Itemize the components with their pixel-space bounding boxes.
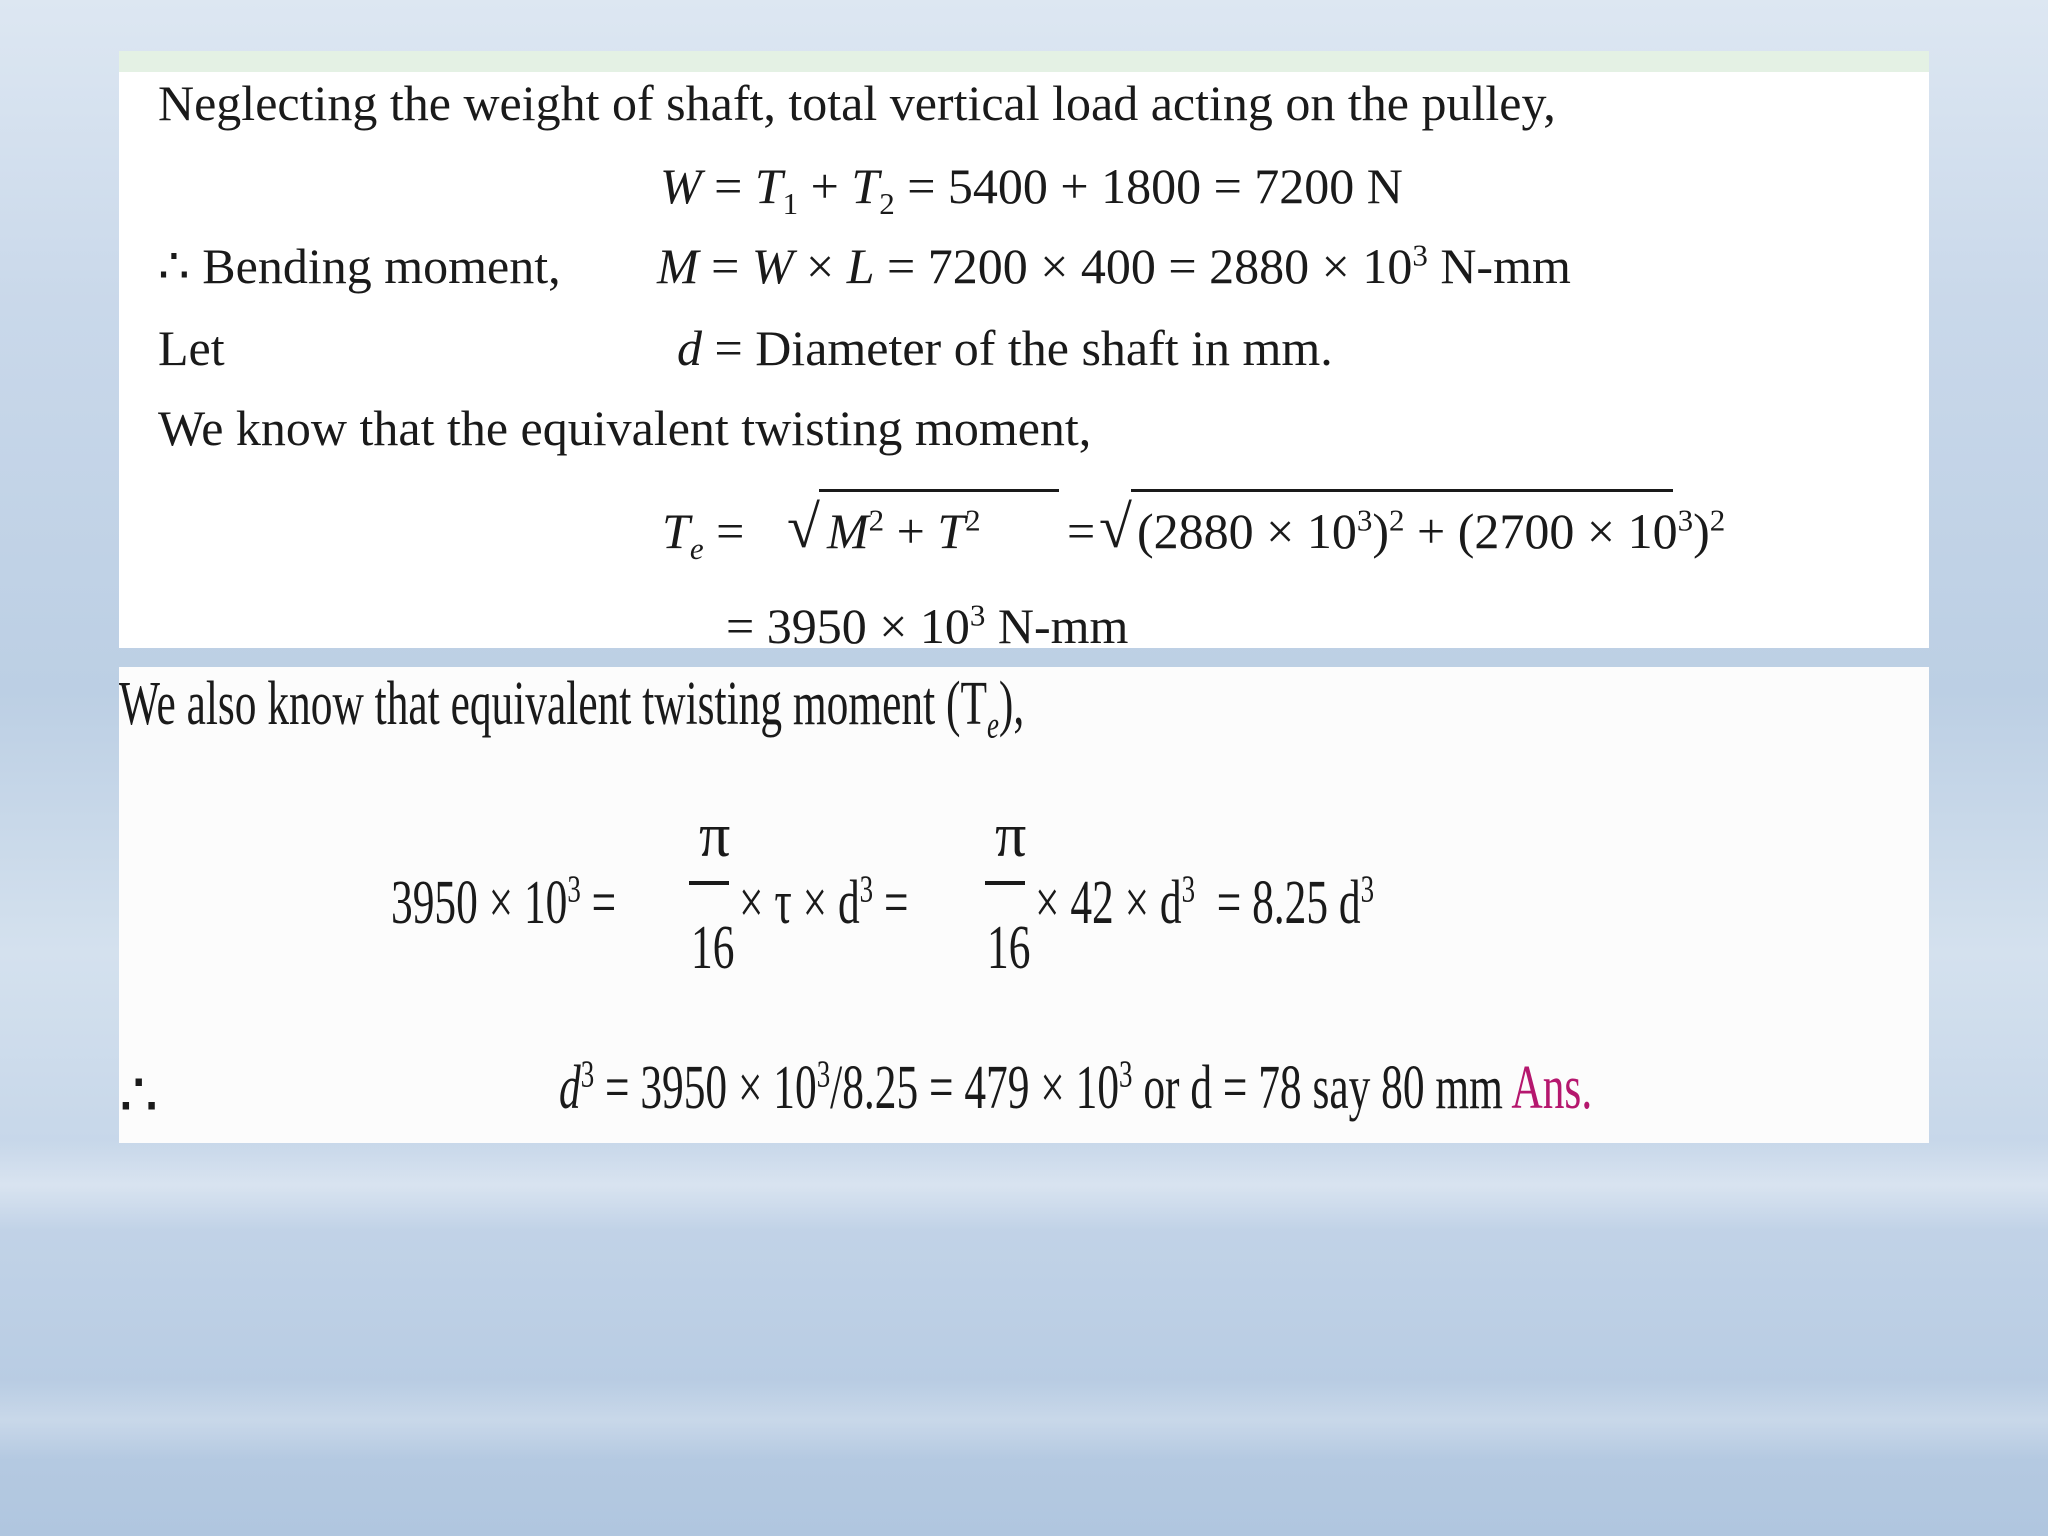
bottom-content-panel [119,667,1929,1143]
equation-final: $d^3 = 3950 \times 10^3/8.25 = 479 \times 10^3$ or d = 78 say 80 mm Ans. [559,1053,1593,1122]
intro-line: Neglecting the weight of shaft, total vertical load acting on the pulley, [158,75,1556,131]
radical-bar [819,489,1059,492]
fraction-numerator-pi: π [699,802,731,870]
answer-label: Ans. [1511,1054,1593,1122]
equation-main-lhs: $3950 \times 10^3$ = [391,868,617,937]
background-streak [0,1140,2048,1230]
let-label: Let [158,320,225,376]
radical-sign: √ [1099,494,1132,560]
fraction-bar [985,881,1025,885]
fraction-denominator: 16 [691,914,735,982]
radical-content-1: $M^2 + T^2$ [827,502,981,559]
equals-sign: = [1067,503,1096,559]
equivalent-moment-line: We know that the equivalent twisting moment, [158,400,1092,456]
fraction-denominator: 16 [987,914,1031,982]
radical-content-2: $(2880 \times 10^3)^2 + (2700 \times 10^3)^2$ [1137,502,1726,559]
also-know-line: We also know that equivalent twisting moment $(T_e)$, [119,670,1025,747]
equation-main-middle: × $\tau \times d^3$ = [739,868,909,937]
panel-top-strip [119,51,1929,72]
equation-te-result: = $3950 \times 10^3$ N-mm [726,597,1129,654]
equation-main-right: × $42 \times d^3 = 8.25$ $d^3$ [1035,868,1375,937]
fraction-numerator-pi: π [995,802,1027,870]
top-content-panel [119,51,1929,654]
radical-sign: √ [787,494,820,560]
equation-total-load: $W = T_1 + T_2 = 5400 + 1800 = 7200$ N [660,158,1403,221]
radical-bar [1131,489,1673,492]
equation-bending-moment: $M = W \times L = 7200 \times 400 = 2880 \times 10^3$ N-mm [657,237,1571,294]
equation-te-lhs: $T_e$ = [662,503,745,566]
background-streak [0,1380,2048,1460]
therefore-symbol: ∴ [119,1062,159,1130]
fraction-bar [689,881,729,885]
equation-diameter-definition: d = Diameter of the shaft in mm. [677,320,1333,376]
bending-moment-label: ∴ Bending moment, [158,238,561,294]
